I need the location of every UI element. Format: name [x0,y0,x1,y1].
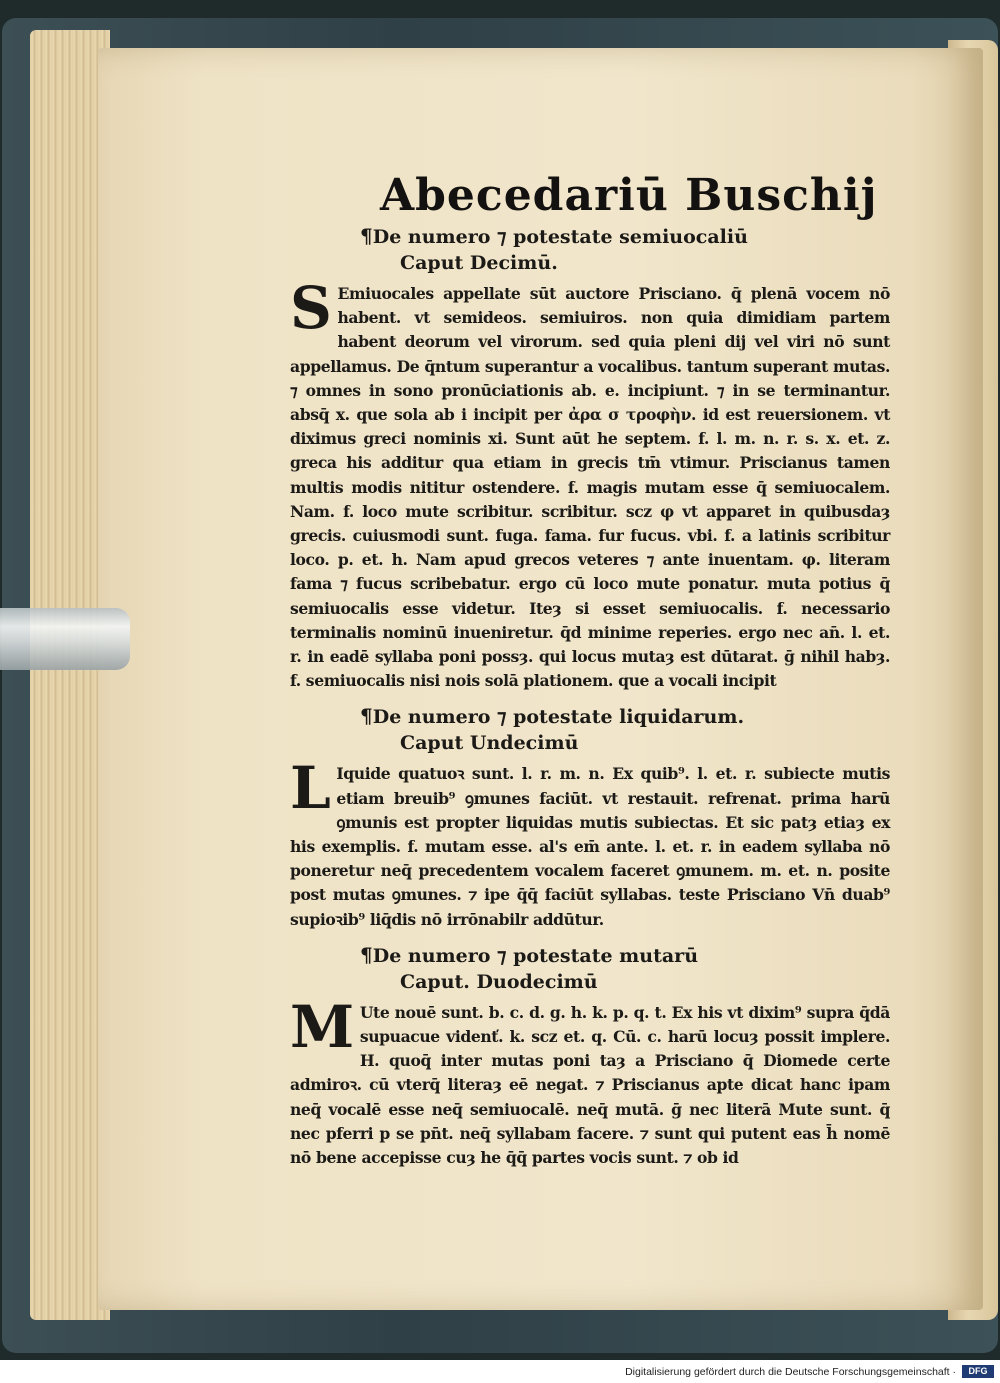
chapter-label: Caput Undecimū [400,732,579,755]
funding-credit: Digitalisierung gefördert durch die Deutsche Forschungsgemeinschaft · [625,1366,956,1378]
paragraph-text: Iquide quatuoꝛ sunt. l. r. m. n. Ex quib⁹. l. et. r. subiecte mutis etiam breuib⁹ ꝯmunes faciūt. vt restauit. refrenat. prima harū ꝯmunis est propter liquidas mutis subiectas. Et sic patȝ etiaȝ ex his exemplis. f. mutam esse. al's em̄ ante. l. et. r. in eadem syllaba nō poneretur neq̄ precedentem vocalem faceret ꝯmunem. m. et. n. posite post mutas ꝯmunes. ⁊ ipe q̄q̄ faciūt syllabas. teste Prisciano Vn̄ duab⁹ supioꝛib⁹ liq̄dis nō irrōnabilr addūtur. [290,764,890,929]
pilcrow-icon: ¶ [360,704,373,729]
section-paragraph [290,992,890,1170]
section-paragraph [290,754,890,931]
pilcrow-icon: ¶ [360,942,373,967]
section-heading [360,944,890,967]
section-heading-text: De numero ⁊ potestate semiuocaliū [372,226,748,248]
paragraph-text: Ute nouē sunt. b. c. d. g. h. k. p. q. t. Ex his vt dixim⁹ supra q̄dā supuacue videnť. k. scz et. q. Cū. c. harū locuȝ possit implere. H. quoq̄ inter mutas poni taȝ a Prisciano q̄ Diomede certe admiroꝛ. cū vterq̄ literaȝ eē negat. ⁊ Priscianus apte dicat hanc ipam neq̄ vocalē esse neq̄ semiuocalē. neq̄ mutā. ḡ nec literā Mute sunt. q̄ nec pferri p se pn̄t. neq̄ syllabam facere. ⁊ sunt qui putent eas h̄ nomē nō bene accepisse cuȝ he q̄q̄ partes vocis sunt. ⁊ ob id [290,1002,890,1168]
drop-cap: L [290,754,331,823]
section-liquids [290,705,890,931]
page-title: Abecedariū Buschij [380,170,878,221]
chapter-label: Caput. Duodecimū [400,970,598,993]
section-paragraph [290,274,890,693]
page-marker-clip [0,608,130,670]
section-heading [360,225,890,248]
paragraph-text: Emiuocales appellate sūt auctore Prisciano. q̄ plenā vocem nō habent. vt semideos. semiuiros. non quia dimidiam partem habent deorum vel virorum. sed quia pleni dij vel viri nō sunt appellamus. De q̄ntum superantur a vocalibus. tantum superant mutas. ⁊ omnes in sono pronūciationis ab. e. incipiunt. ⁊ in se terminantur. absq̄ x. que sola ab i incipit per ἀρα σ τροφὴν. id est reuersionem. vt diximus greci nominis xi. Sunt aūt he septem. f. l. m. n. r. s. x. et. z. greca his additur qua etiam in grecis tm̄ vtimur. Priscianus tamen multis modis nititur ostendere. f. magis mutam esse q̄ semiuocalem. Nam. f. loco mute scribitur. scribitur. scz φ vt apparet in quibusdaȝ grecis. cuiusmodi sunt. fuga. fama. fur fucus. vbi. f. a latinis scribitur loco. p. et. h. Nam apud grecos veteres ⁊ ante inuentam. φ. literam fama ⁊ fucus scribebatur. ergo cū loco mute ponatur. muta potius q̄ semiuocalis esse videtur. Iteȝ si esset semiuocalis. f. necessario terminalis nominū inueniretur. q̄d minime reperies. ergo nec an̄. l. et. r. in eadē syllaba poni possȝ. qui locus mutaȝ est dūtarat. ḡ nihil habȝ. f. semiuocalis nisi nois solā plationem. que a vocali incipit [290,284,890,691]
chapter-label: Caput Decimū. [400,252,558,274]
drop-cap: S [290,274,332,342]
section-heading-text: De numero ⁊ potestate mutarū [372,944,699,967]
section-heading [360,705,890,728]
footer-bar [0,1360,1000,1383]
section-heading-text: De numero ⁊ potestate liquidarum. [372,706,745,729]
page-text [290,160,890,1182]
section-mutes [290,944,890,1170]
section-semivowels [290,225,890,693]
dfg-logo: DFG [962,1365,994,1378]
pilcrow-icon: ¶ [360,224,373,248]
drop-cap: M [290,992,354,1061]
